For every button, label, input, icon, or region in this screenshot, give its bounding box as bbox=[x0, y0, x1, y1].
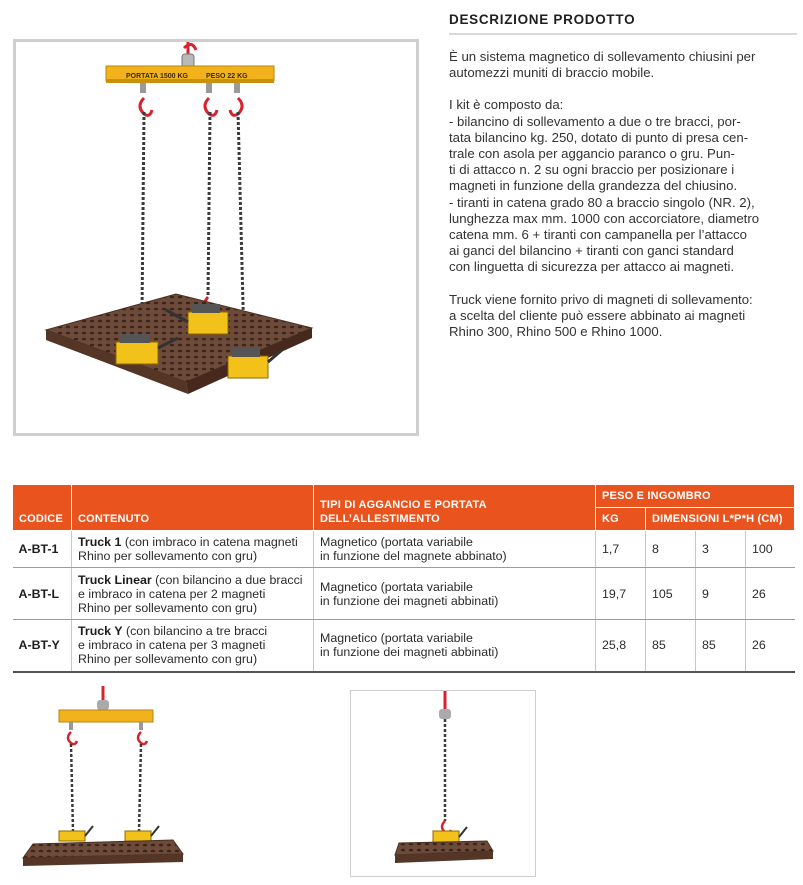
text-line: automezzi muniti di braccio mobile. bbox=[449, 65, 655, 81]
cell-height: 26 bbox=[746, 568, 795, 620]
cell-code: A-BT-Y bbox=[13, 620, 72, 672]
content-text: (con bilancino a due bracci bbox=[151, 572, 303, 587]
cell-depth: 3 bbox=[696, 531, 746, 568]
table-row bbox=[13, 620, 795, 672]
table-row bbox=[13, 531, 795, 568]
text-line: I kit è composto da: bbox=[449, 97, 564, 113]
product-photo-truck-linear bbox=[13, 686, 193, 876]
product-photo-truck-1 bbox=[350, 690, 536, 877]
type-text: Magnetico (portata variabile bbox=[320, 579, 473, 594]
content-text: Rhino per sollevamento con gru) bbox=[78, 600, 258, 615]
chain bbox=[142, 112, 144, 312]
header-kg: KG bbox=[596, 508, 646, 531]
header-code: CODICE bbox=[13, 485, 72, 531]
product-table bbox=[12, 484, 794, 673]
linear-kit-illustration bbox=[13, 686, 193, 876]
manhole-grate bbox=[46, 294, 312, 382]
text-line: - tiranti in catena grado 80 a braccio singolo (NR. 2), bbox=[449, 194, 755, 210]
cell-kg: 25,8 bbox=[596, 620, 646, 672]
lifting-kit-illustration bbox=[16, 42, 416, 433]
cell-content bbox=[72, 568, 314, 620]
header-content: CONTENUTO bbox=[72, 485, 314, 531]
content-text: (con bilancino a tre bracci bbox=[122, 624, 268, 639]
text-line: È un sistema magnetico di sollevamento chiusini per bbox=[449, 49, 756, 64]
type-text: Magnetico (portata variabile bbox=[320, 535, 473, 549]
cell-length: 8 bbox=[646, 531, 696, 568]
cell-depth: 85 bbox=[696, 620, 746, 672]
cell-height: 100 bbox=[746, 531, 795, 568]
content-text: e imbraco in catena per 2 magneti bbox=[78, 586, 266, 601]
text-line: lunghezza max mm. 1000 con accorciatore, diametro bbox=[449, 210, 760, 226]
cell-content bbox=[72, 620, 314, 672]
product-name: Truck Y bbox=[78, 624, 123, 639]
content-text: e imbraco in catena per 3 magneti bbox=[78, 638, 266, 653]
type-text: Magnetico (portata variabile bbox=[320, 631, 473, 646]
content-text: Rhino per sollevamento con gru) bbox=[78, 549, 258, 563]
cell-depth: 9 bbox=[696, 568, 746, 620]
content-text: Rhino per sollevamento con gru) bbox=[78, 652, 258, 667]
text-line: Rhino 300, Rhino 500 e Rhino 1000. bbox=[449, 324, 663, 340]
text-line: - bilancino di sollevamento a due o tre bracci, por- bbox=[449, 113, 741, 129]
text-line: tata bilancino kg. 250, dotato di punto di presa cen- bbox=[449, 129, 749, 145]
product-photo-truck-y bbox=[13, 39, 419, 436]
description-kit-contents bbox=[449, 97, 797, 275]
cell-type bbox=[314, 531, 596, 568]
product-name: Truck Linear bbox=[78, 572, 152, 587]
cell-kg: 1,7 bbox=[596, 531, 646, 568]
beam-label-left: PORTATA 1500 KG bbox=[126, 73, 188, 80]
text-line: trale con asola per aggancio paranco o gru. Pun- bbox=[449, 146, 735, 162]
product-description bbox=[449, 12, 797, 356]
header-type: TIPI DI AGGANCIO E PORTATA DELL’ALLESTIMENTO bbox=[314, 485, 596, 531]
beam-label-right: PESO 22 KG bbox=[206, 73, 248, 80]
text-line: magneti in funzione della grandezza del chiusino. bbox=[449, 178, 738, 194]
cell-height: 26 bbox=[746, 620, 795, 672]
text-line: a scelta del cliente può essere abbinato ai magneti bbox=[449, 307, 746, 323]
chain bbox=[208, 112, 210, 297]
description-intro bbox=[449, 49, 797, 81]
cell-content bbox=[72, 531, 314, 568]
type-text: in funzione del magnete abbinato) bbox=[320, 549, 507, 563]
type-text: in funzione dei magneti abbinati) bbox=[320, 645, 499, 660]
header-weight-group: PESO E INGOMBRO bbox=[596, 485, 795, 508]
single-kit-illustration bbox=[351, 691, 535, 876]
type-text: in funzione dei magneti abbinati) bbox=[320, 593, 499, 608]
cell-code: A-BT-1 bbox=[13, 531, 72, 568]
product-name: Truck 1 bbox=[78, 535, 122, 549]
text-line: Truck viene fornito privo di magneti di sollevamento: bbox=[449, 291, 753, 307]
text-line: ti di attacco n. 2 su ogni braccio per posizionare i bbox=[449, 162, 735, 178]
table-row bbox=[13, 568, 795, 620]
cell-kg: 19,7 bbox=[596, 568, 646, 620]
cell-length: 85 bbox=[646, 620, 696, 672]
cell-length: 105 bbox=[646, 568, 696, 620]
description-note bbox=[449, 292, 797, 341]
cell-code: A-BT-L bbox=[13, 568, 72, 620]
cell-type bbox=[314, 568, 596, 620]
header-dimensions: DIMENSIONI L*P*H (CM) bbox=[646, 508, 795, 531]
text-line: con linguetta di sicurezza per attacco ai magneti. bbox=[449, 259, 735, 275]
text-line: catena mm. 6 + tiranti con campanella per l’attacco bbox=[449, 227, 747, 243]
text-line: ai ganci del bilancino + tiranti con ganci standard bbox=[449, 243, 734, 259]
specs-table bbox=[12, 484, 795, 673]
chain bbox=[238, 112, 244, 342]
description-heading: DESCRIZIONE PRODOTTO bbox=[449, 12, 797, 35]
cell-type bbox=[314, 620, 596, 672]
content-text: (con imbraco in catena magneti bbox=[121, 535, 298, 549]
